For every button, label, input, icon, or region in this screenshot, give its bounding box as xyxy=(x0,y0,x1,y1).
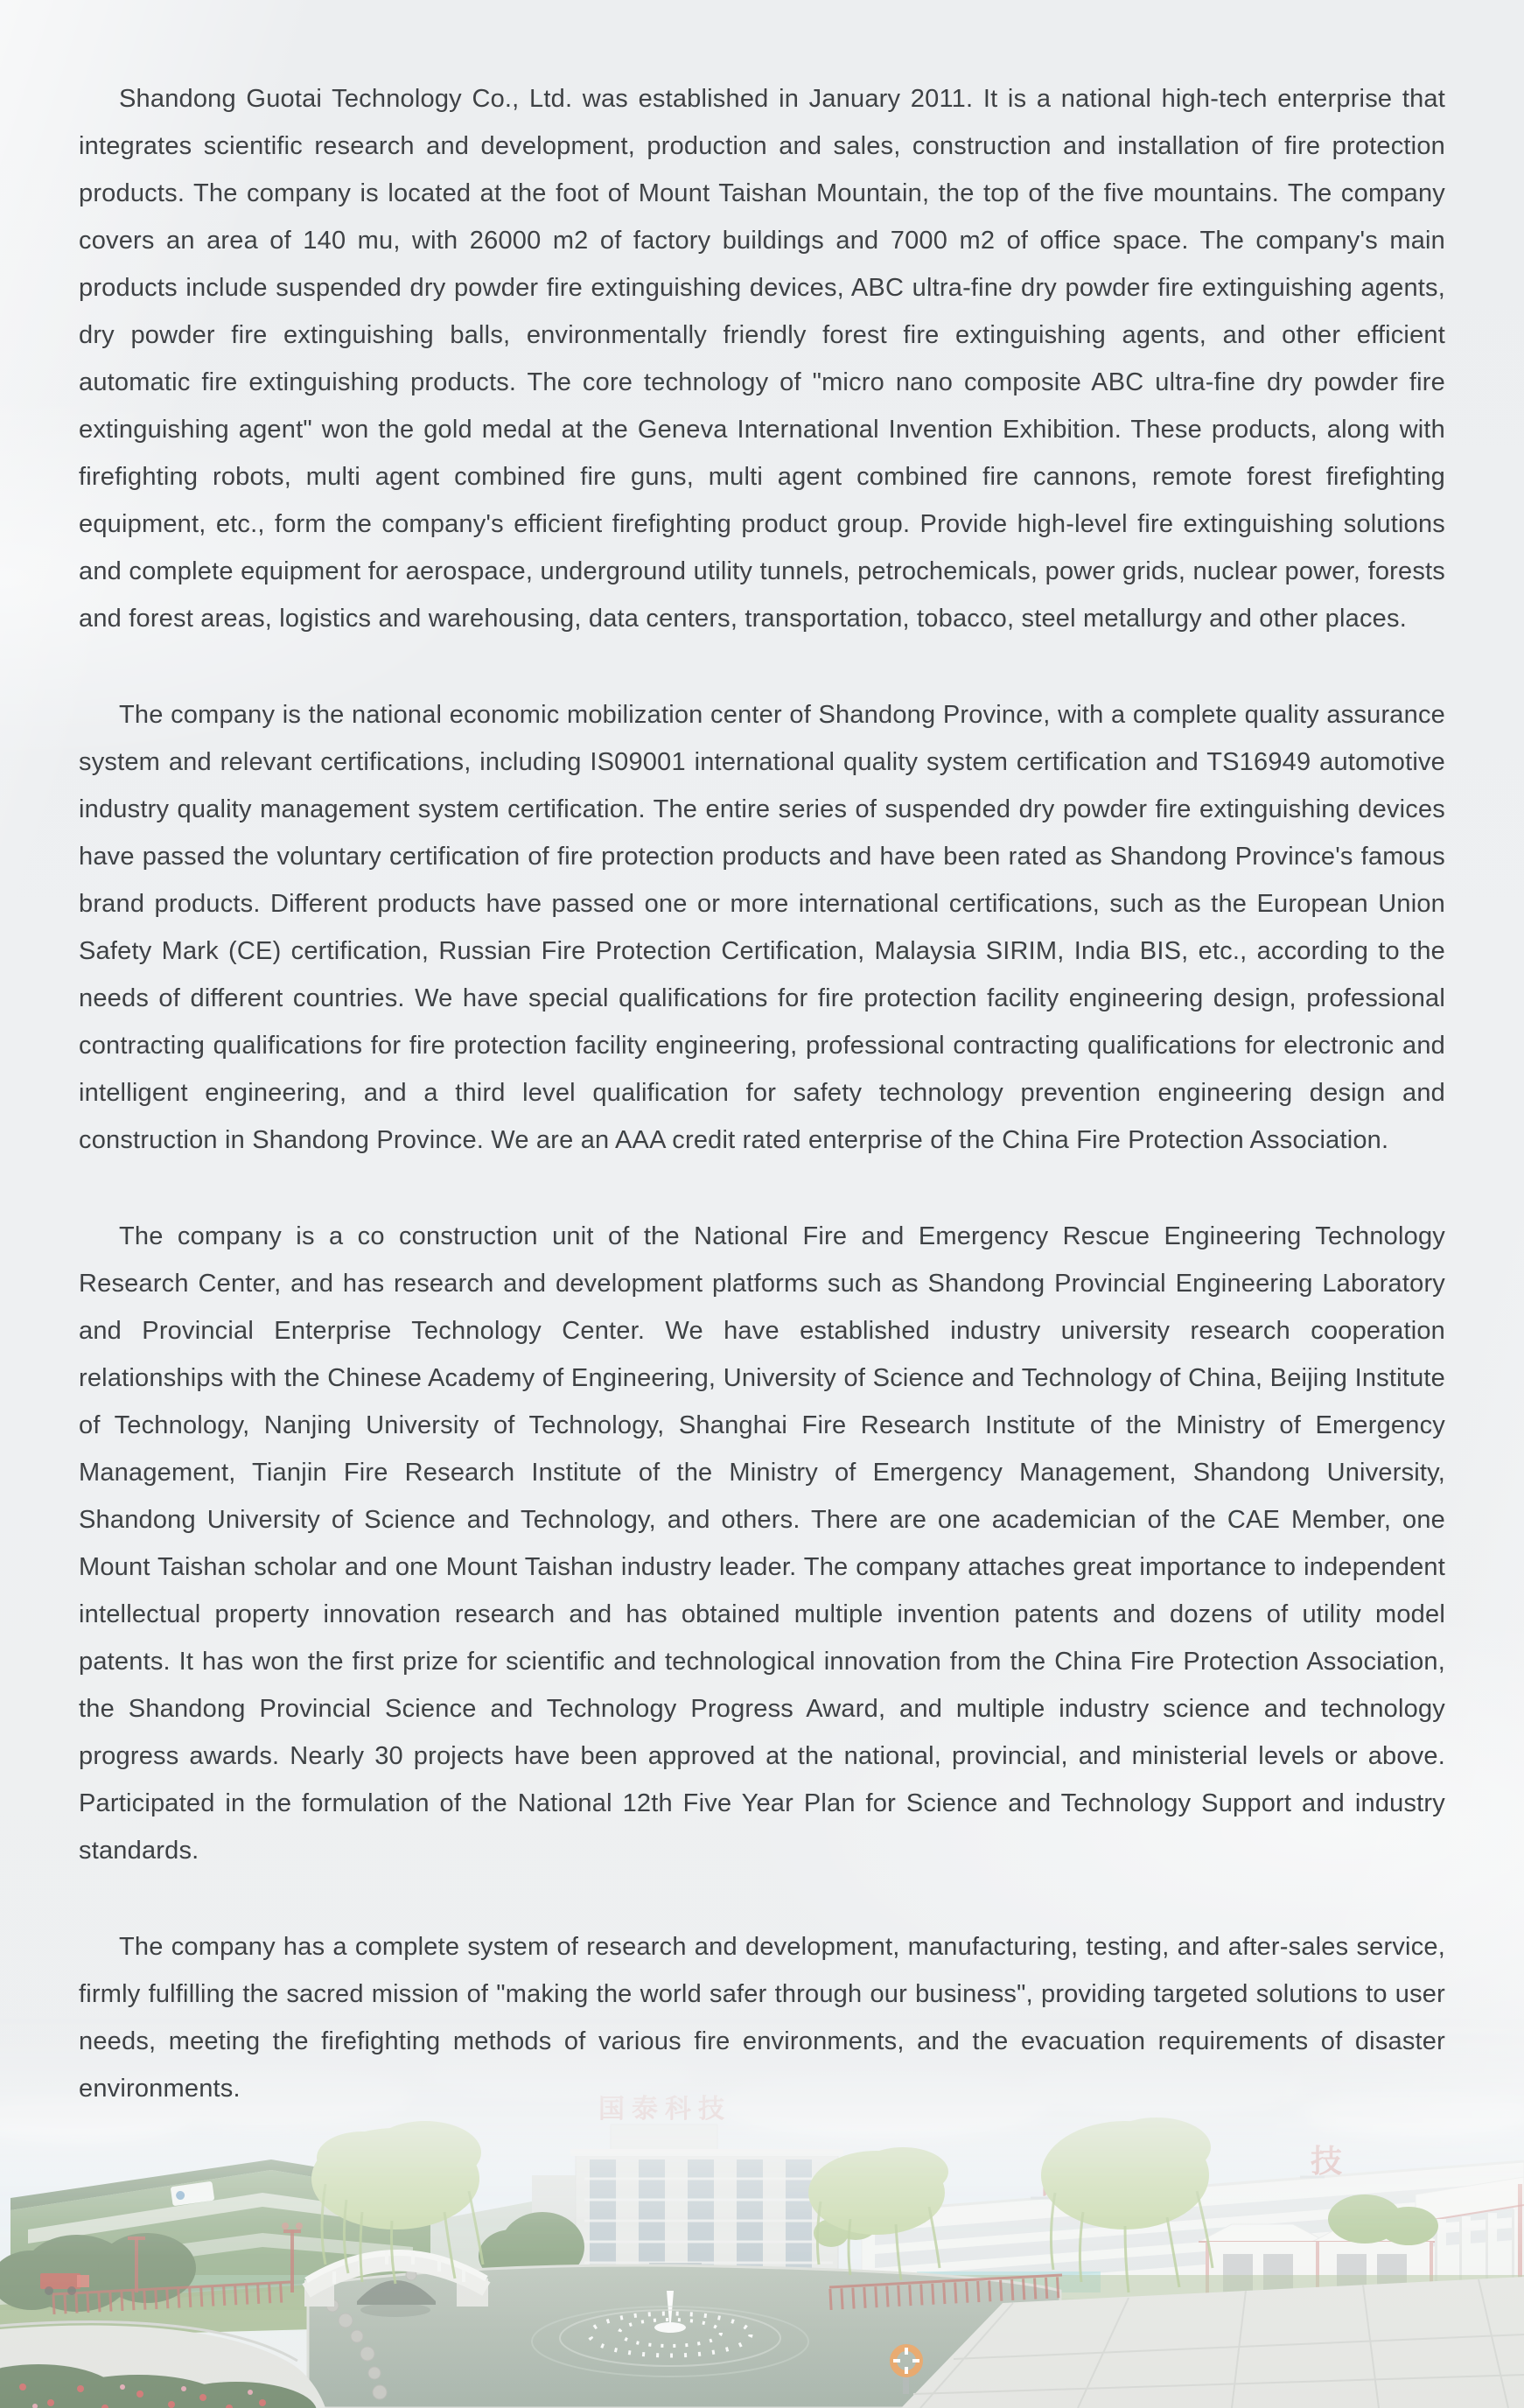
about-paragraph-3: The company is a co construction unit of the National Fire and Emergency Rescue Engineering Technology Research Center, and has research and development platforms such as Shandong Provincial Engineering Laboratory and Provincial Enterprise Technology Center. We have established industry university research cooperation relationships with the Chinese Academy of Engineering, University of Science and Technology of China, Beijing Institute of Technology, Nanjing University of Technology, Shanghai Fire Research Institute of the Ministry of Emergency Management, Tianjin Fire Research Institute of the Ministry of Emergency Management, Shandong University, Shandong University of Science and Technology, and others. There are one academician of the CAE Member, one Mount Taishan scholar and one Mount Taishan industry leader. The company attaches great importance to independent intellectual property innovation research and has obtained multiple invention patents and dozens of utility model patents. It has won the first prize for scientific and technological innovation from the China Fire Protection Association, the Shandong Provincial Science and Technology Progress Award, and multiple industry science and technology progress awards. Nearly 30 projects have been approved at the national, provincial, and ministerial levels or above. Participated in the formulation of the National 12th Five Year Plan for Science and Technology Support and industry standards. xyxy=(79,1222,1445,1865)
about-paragraph-2: The company is the national economic mobilization center of Shandong Province, with a complete quality assurance system and relevant certifications, including IS09001 international quality system certification and TS16949 automotive industry quality management system certification. The entire series of suspended dry powder fire extinguishing devices have passed the voluntary certification of fire protection products and have been rated as Shandong Province's famous brand products. Different products have passed one or more international certifications, such as the European Union Safety Mark (CE) certification, Russian Fire Protection Certification, Malaysia SIRIM, India BIS, etc., according to the needs of different countries. We have special qualifications for fire protection facility engineering design, professional contracting qualifications for fire protection facility engineering, professional contracting qualifications for electronic and intelligent engineering, and a third level qualification for safety technology prevention engineering design and construction in Shandong Province. We are an AAA credit rated enterprise of the China Fire Protection Association. xyxy=(79,701,1445,1154)
about-paragraph-4: The company has a complete system of research and development, manufacturing, testing, and after-sales service, firmly fulfilling the sacred mission of "making the world safer through our business", providing targeted solutions to user needs, meeting the firefighting methods of various fire environments, and the evacuation requirements of disaster environments. xyxy=(79,1933,1445,2103)
about-paragraph-1: Shandong Guotai Technology Co., Ltd. was established in January 2011. It is a national high-tech enterprise that integrates scientific research and development, production and sales, construction and installation of fire protection products. The company is located at the foot of Mount Taishan Mountain, the top of the five mountains. The company covers an area of 140 mu, with 26000 m2 of factory buildings and 7000 m2 of office space. The company's main products include suspended dry powder fire extinguishing devices, ABC ultra-fine dry powder fire extinguishing agents, dry powder fire extinguishing balls, environmentally friendly forest fire extinguishing agents, and other efficient automatic fire extinguishing products. The core technology of "micro nano composite ABC ultra-fine dry powder fire extinguishing agent" won the gold medal at the Geneva International Invention Exhibition. These products, along with firefighting robots, multi agent combined fire guns, multi agent combined fire cannons, remote forest firefighting equipment, etc., form the company's efficient firefighting product group. Provide high-level fire extinguishing solutions and complete equipment for aerospace, underground utility tunnels, petrochemicals, power grids, nuclear power, forests and forest areas, logistics and warehousing, data centers, transportation, tobacco, steel metallurgy and other places. xyxy=(79,85,1445,633)
